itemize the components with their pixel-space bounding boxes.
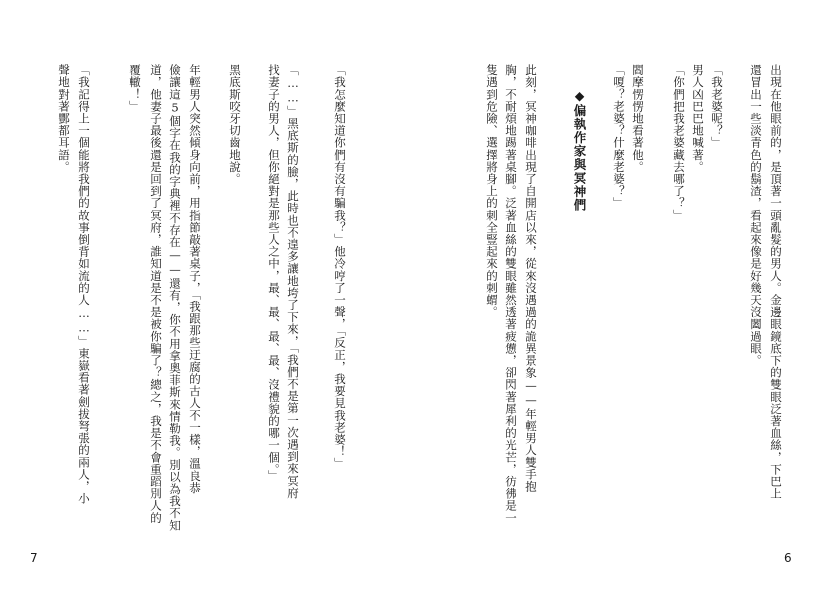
right-page xyxy=(420,0,839,595)
paragraph-line: 閻摩愣愣地看著他。 xyxy=(631,64,645,173)
paragraph-line: 「我怎麼知道你們有沒有騙我？」他冷哼了一聲，「反正，我要見我老婆！」 xyxy=(333,64,347,470)
paragraph-line: 聲地對著酆都耳語。 xyxy=(57,64,71,173)
paragraph-line: 「……」黑底斯的臉，此時也不遑多讓地垮了下來，「我們不是第一次遇到來冥府 xyxy=(286,64,300,499)
paragraph-line: 男人凶巴巴地喊著。 xyxy=(691,64,705,173)
paragraph-line: 黑底斯咬牙切齒地說。 xyxy=(228,64,242,185)
paragraph-line: 「我記得上一個能將我們的故事倒背如流的人……」東嶽看著劍拔弩張的兩人，小 xyxy=(77,64,91,505)
paragraph-line: 隻遇到危險、選擇將身上的刺全豎起來的刺蝟。 xyxy=(485,64,499,319)
page-number: 7 xyxy=(30,551,38,565)
left-page xyxy=(0,0,419,595)
paragraph-line: 覆轍！」 xyxy=(128,64,142,113)
paragraph-line: 出現在他眼前的，是頂著一頭亂髮的男人。金邊眼鏡底下的雙眼泛著血絲，下巴上 xyxy=(769,64,783,500)
paragraph-line: 胸，不耐煩地踢著桌腳。泛著血絲的雙眼雖然透著疲憊，卻閃著犀利的光芒，彷彿是一 xyxy=(504,64,518,524)
section-heading: ◆偏執作家與冥神們 xyxy=(572,88,587,212)
paragraph-line: 「嗄？老婆？什麼老婆？」 xyxy=(612,64,626,210)
paragraph-line: 道，他妻子最後還是回到了冥府，誰知道是不是被你騙了？總之，我是不會重蹈別人的 xyxy=(149,64,163,524)
paragraph-line: 「我老婆呢？」 xyxy=(710,64,724,149)
paragraph-line: 年輕男人突然傾身向前，用指節敲著桌子，「我跟那些迂腐的古人不一樣，溫良恭 xyxy=(188,64,202,494)
paragraph-line: 找妻子的男人，但你絕對是那些人之中，最、最、最、最、沒禮貌的哪一個。」 xyxy=(267,64,281,482)
paragraph-line: 還冒出一些淡青色的鬍渣，看起來像是好幾天沒闔過眼。 xyxy=(749,64,763,367)
paragraph-line: 此刻，冥神咖啡出現了自開店以來，從來沒遇過的詭異景象——年輕男人雙手抱 xyxy=(524,64,538,493)
paragraph-line: 「你們把我老婆藏去哪了？」 xyxy=(672,64,686,222)
page-number: 6 xyxy=(784,551,792,565)
paragraph-line: 儉讓這5個字在我的字典裡不存在——還有，你不用拿奧菲斯來情勒我。別以為我不知 xyxy=(168,64,182,532)
